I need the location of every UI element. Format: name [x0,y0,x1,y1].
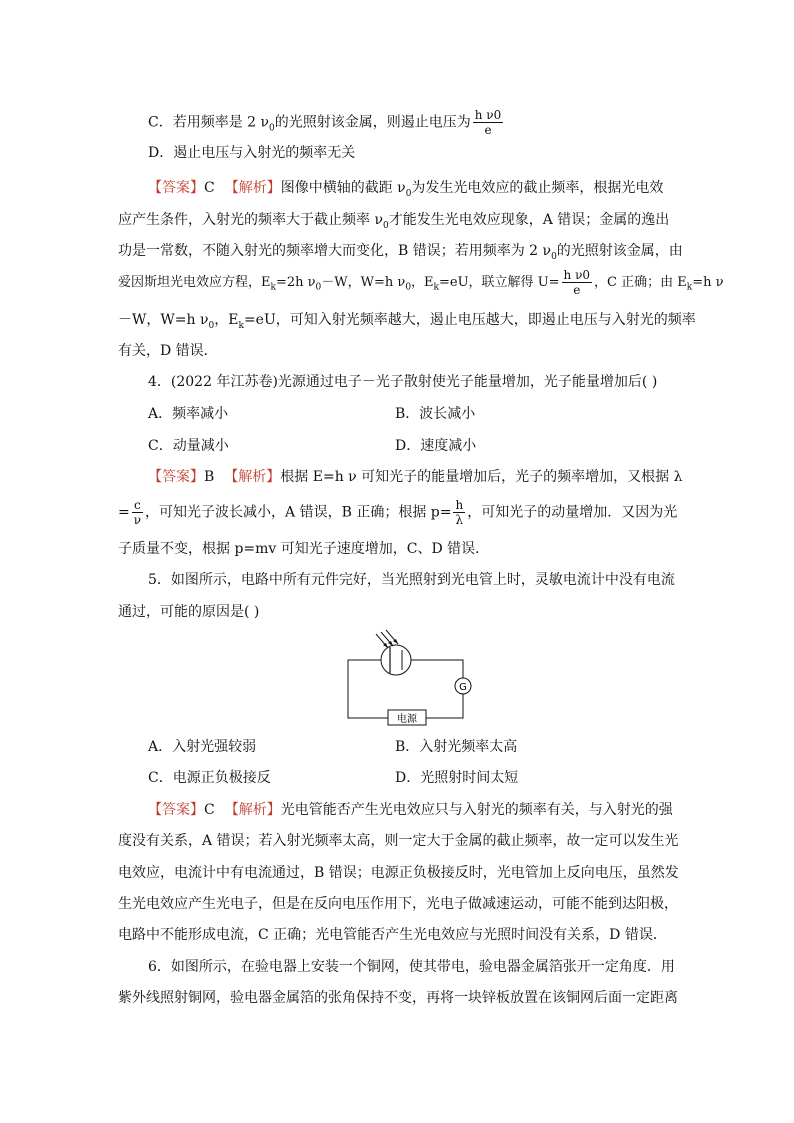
q3-option-c: C．若用频率是 2 $\nu_0$的光照射该金属，则遏止电压为 $\frac{\text{h ν0}}{e}$ [148,108,502,137]
q3-explanation-line-6: 有关，D 错误． [118,343,218,359]
q4-explanation-line-3: 子质量不变，根据 p=mv 可知光子速度增加，C、D 错误． [118,541,490,557]
q3-option-c-fraction: $\frac{\text{h ν0}}{e}$ [474,108,502,137]
q6-stem-line-1: 6．如图所示，在验电器上安装一个铜网，使其带电，验电器金属箔张开一定角度．用 [148,959,675,975]
explanation-label: 【解析】 [224,802,281,818]
answer-label: 【答案】 [148,469,204,485]
q5-stem-line-1: 5．如图所示，电路中所有元件完好，当光照射到光电管上时，灵敏电流计中没有电流 [148,572,675,588]
q4-answer-line-1: 【答案】B 【解析】根据 E=h ν 可知光子的能量增加后，光子的频率增加，又根据 λ [148,469,683,485]
answer-label: 【答案】 [148,180,204,196]
q5-stem-line-2: 通过，可能的原因是( ) [118,604,260,620]
q3-option-c-text: C．若用频率是 2 ν [148,114,270,131]
q3-explanation-line-4: 爱因斯坦光电效应方程，$E_k=2h$ $\nu_0-W$，W=h $\nu_0$，$E_k=eU$，联立解得 U= $\frac{\text{h ν0}}{e}$ ，C 正确；由 $E_k=h$ ν [118,268,724,297]
photoelectric-circuit-diagram [330,628,490,728]
q4-option-b: B．波长减小 [395,406,476,422]
q5-option-a: A．入射光强较弱 [148,739,257,755]
q5-explanation-line-5: 电路中不能形成电流，C 正确；光电管能否产生光电效应与光照时间没有关系，D 错误． [118,927,667,943]
q5-explanation-line-2: 度没有关系，A 错误；若入射光频率太高，则一定大于金属的截止频率，故一定可以发生光 [118,833,679,849]
q5-option-c: C．电源正负极接反 [148,770,271,786]
q4-stem: 4．(2022 年江苏卷)光源通过电子－光子散射使光子能量增加，光子能量增加后( ) [148,374,658,390]
photoelectric-tube [381,645,411,675]
q4-momentum-fraction: $\frac{h}{\lambda}$ [455,498,464,527]
explanation-label: 【解析】 [224,180,281,196]
q6-stem-line-2: 紫外线照射铜网，验电器金属箔的张角保持不变，再将一块锌板放置在该铜网后面一定距离 [118,990,678,1006]
galvanometer-label: G [459,682,467,693]
q4-wavelength-fraction: $\frac{c}{\nu}$ [133,498,142,527]
q3-option-d: D．遏止电压与入射光的频率无关 [148,145,356,161]
q3-explanation-line-2: 应产生条件，入射光的频率大于截止频率 $\nu_0$才能发生光电效应现象，A 错误；金属的逸出 [118,212,670,231]
q3-answer-line-1: 【答案】C 【解析】图像中横轴的截距 $\nu_0$为发生光电效应的截止频率，根据光电效 [148,180,664,199]
q3-solution-fraction: $\frac{\text{h ν0}}{e}$ [563,268,591,297]
q5-option-d: D．光照射时间太短 [395,770,519,786]
answer-label: 【答案】 [148,802,204,818]
q4-option-d: D．速度减小 [395,438,477,454]
q4-option-c: C．动量减小 [148,438,229,454]
q5-explanation-line-3: 电效应，电流计中有电流通过，B 错误；电源正负极接反时，光电管加上反向电压，虽然发 [118,865,679,881]
q3-explanation-line-3: 功是一常数，不随入射光的频率增大而变化，B 错误；若用频率为 2 $\nu_0$的光照射该金属，由 [118,243,683,262]
q4-option-a: A．频率减小 [148,406,229,422]
power-source-label: 电源 [397,714,417,725]
q5-answer-line-1: 【答案】C 【解析】光电管能否产生光电效应只与入射光的频率有关，与入射光的强 [148,802,673,818]
q5-option-b: B．入射光频率太高 [395,739,518,755]
q4-explanation-line-2: = $\frac{c}{\nu}$ ，可知光子波长减小，A 错误，B 正确；根据 p= $\frac{h}{\lambda}$ ，可知光子的动量增加．又因为光 [118,498,678,527]
q3-explanation-line-5: －W，W=h $\nu_0$，$E_k=eU$，可知入射光频率越大，遏止电压越大，即遏止电压与入射光的频率 [118,312,696,331]
explanation-label: 【解析】 [224,469,281,485]
q5-explanation-line-4: 生光电效应产生光电子，但是在反向电压作用下，光电子做减速运动，可能不能到达阳极， [118,896,678,912]
